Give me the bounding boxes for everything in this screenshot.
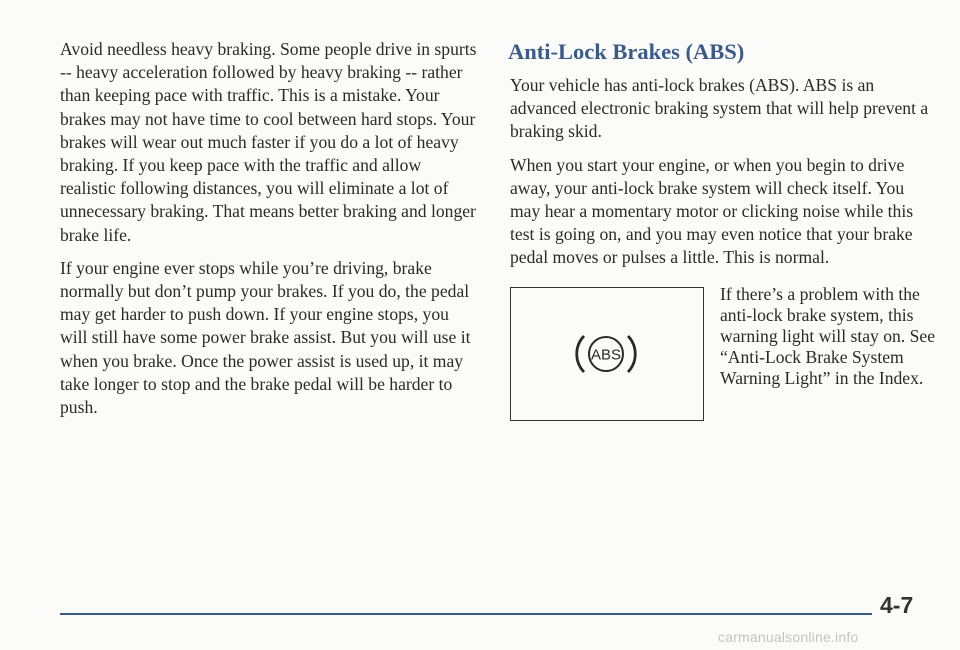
abs-icon-label: ABS bbox=[590, 346, 622, 364]
abs-warning-light-icon bbox=[566, 326, 646, 382]
abs-warning-light-block bbox=[510, 283, 936, 434]
abs-warning-light-text: If there’s a problem with the anti-lock brake system, this warning light will stay on. See “Anti-Lock Brake System Warning Light” in the Index. bbox=[720, 283, 936, 389]
abs-self-check-paragraph: When you start your engine, or when you begin to drive away, your anti-lock brake system will check itself. You may hear a momentary motor or clicking noise while this test is going on, and you may even notice that your brake pedal moves or pulses a little. This is normal. bbox=[510, 154, 914, 268]
engine-stops-paragraph: If your engine ever stops while you’re driving, brake normally but don’t pump your brakes. If you do, the pedal may get harder to push down. If your engine stops, you will still have some power brake assist. But you will use it when you brake. Once the power assist is used up, it may take longer to stop and the brake pedal will be harder to push. bbox=[60, 257, 471, 418]
abs-warning-light-figure bbox=[510, 287, 704, 421]
heavy-braking-paragraph: Avoid needless heavy braking. Some people drive in spurts -- heavy acceleration followed by heavy braking -- rather than keeping pace with traffic. This is a mistake. Your brakes may not have time to cool between hard stops. Your brakes will wear out much faster if you do a lot of heavy braking. If you keep pace with the traffic and allow realistic following distances, you will eliminate a lot of unnecessary braking. That means better braking and longer brake life. bbox=[60, 39, 477, 245]
page-number: 4-7 bbox=[880, 592, 914, 618]
left-column bbox=[60, 38, 480, 429]
watermark: carmanualsonline.info bbox=[718, 629, 859, 645]
right-column bbox=[508, 38, 936, 434]
abs-intro-paragraph: Your vehicle has anti-lock brakes (ABS). ABS is an advanced electronic braking system that will help prevent a braking skid. bbox=[510, 75, 929, 142]
footer-rule bbox=[60, 613, 872, 615]
abs-section-heading: Anti-Lock Brakes (ABS) bbox=[508, 39, 745, 64]
